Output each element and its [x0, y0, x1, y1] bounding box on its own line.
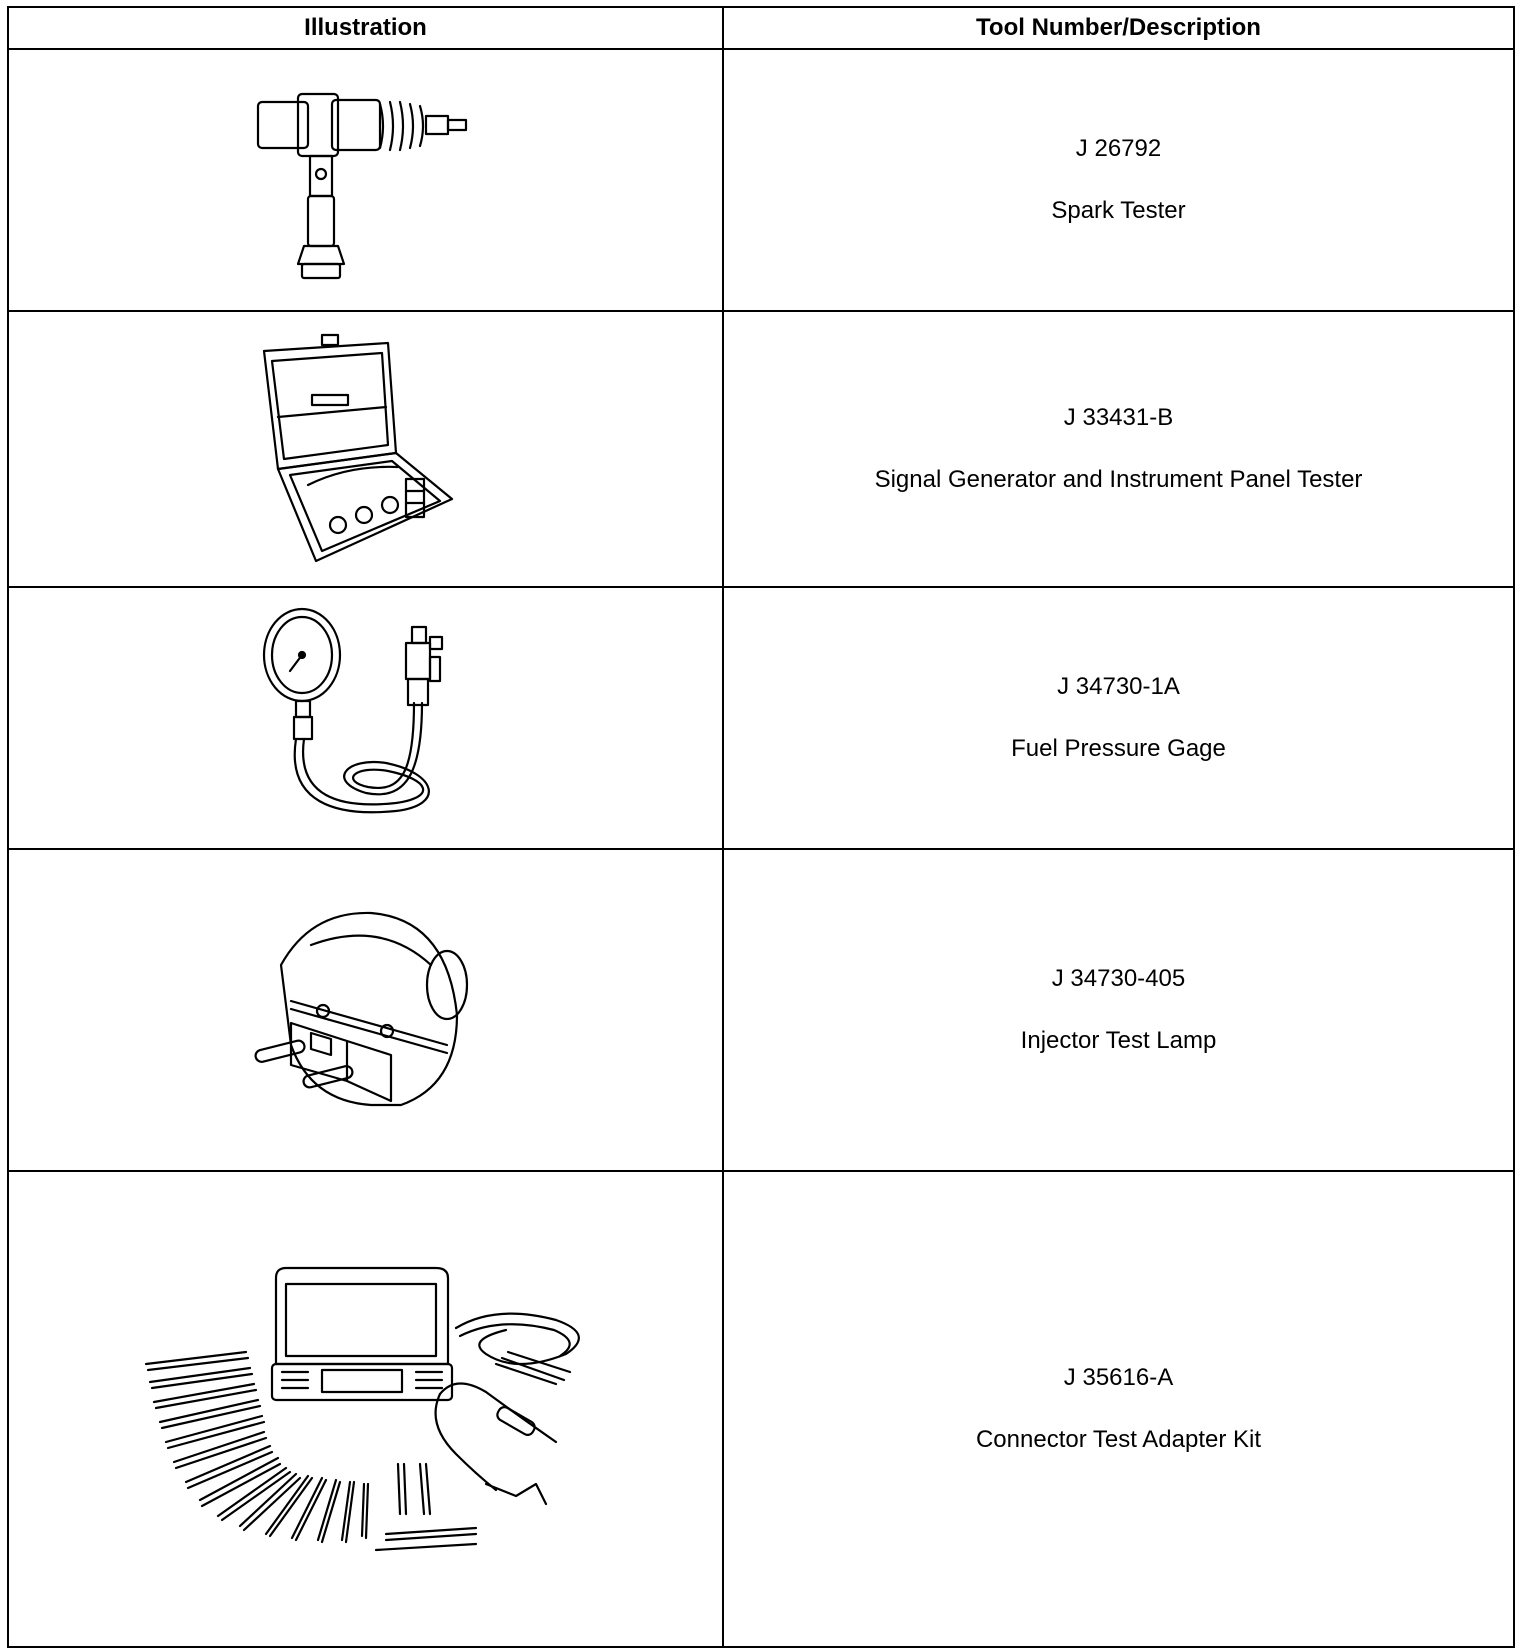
illustration-cell	[8, 1171, 723, 1647]
signal-generator-case-icon	[256, 329, 476, 569]
table-row	[8, 311, 1514, 587]
illustration-cell	[8, 587, 723, 849]
tool-number: J 34730-1A	[1057, 673, 1180, 700]
header-illustration: Illustration	[8, 7, 723, 49]
tool-number: J 35616-A	[1063, 1364, 1174, 1391]
injector-test-lamp-icon	[251, 905, 481, 1115]
tool-number: J 34730-405	[1051, 965, 1186, 992]
tool-info-cell	[723, 587, 1514, 849]
tool-description: Injector Test Lamp	[1020, 1027, 1217, 1054]
tool-number: J 33431-B	[1063, 404, 1174, 431]
tool-info-cell	[723, 311, 1514, 587]
table-row	[8, 1171, 1514, 1647]
table-row	[8, 49, 1514, 311]
tool-number: J 26792	[1075, 135, 1162, 162]
table-header-row	[8, 7, 1514, 49]
tool-description: Fuel Pressure Gage	[1011, 735, 1226, 762]
tool-description: Spark Tester	[1051, 197, 1186, 224]
tool-description: Signal Generator and Instrument Panel Tester	[874, 466, 1363, 493]
special-tools-table	[7, 6, 1515, 1648]
tool-info-cell	[723, 49, 1514, 311]
fuel-pressure-gage-icon	[256, 603, 476, 833]
table-row	[8, 849, 1514, 1171]
tool-info-cell	[723, 849, 1514, 1171]
spark-tester-icon	[246, 80, 486, 280]
illustration-cell	[8, 849, 723, 1171]
connector-adapter-kit-icon	[136, 1264, 596, 1554]
illustration-cell	[8, 49, 723, 311]
illustration-cell	[8, 311, 723, 587]
header-tool-number-description: Tool Number/Description	[723, 7, 1514, 49]
tool-info-cell	[723, 1171, 1514, 1647]
table-row	[8, 587, 1514, 849]
tool-description: Connector Test Adapter Kit	[975, 1426, 1262, 1453]
